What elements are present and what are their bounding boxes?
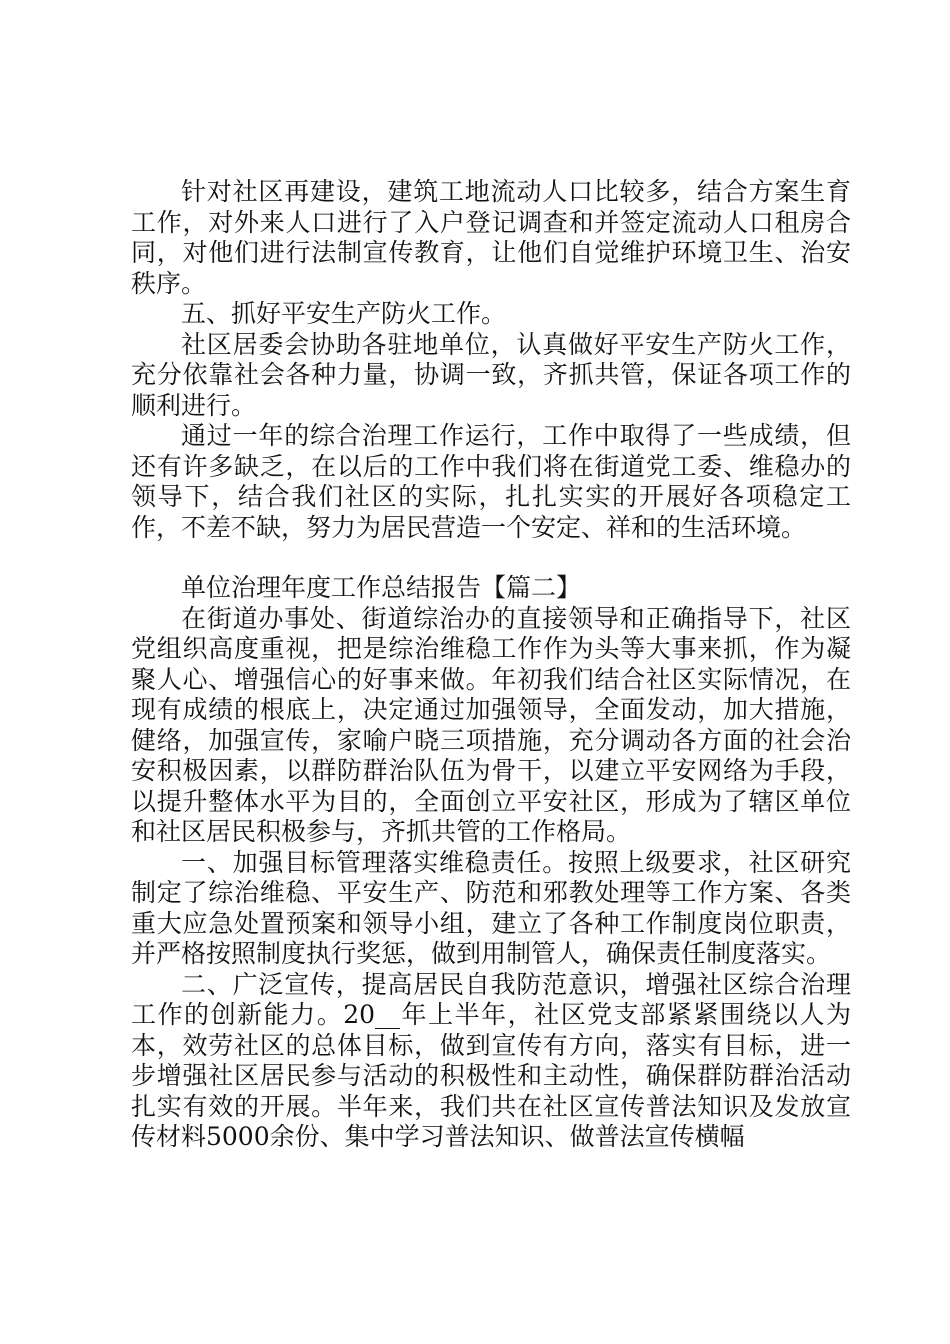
- heading-fire-safety: 五、抓好平安生产防火工作。: [181, 299, 507, 328]
- paragraph-year-summary: 通过一年的综合治理工作运行，工作中取得了一些成绩，但还有许多缺乏，在以后的工作中我们将在街道党工委、维稳办的领导下，结合我们社区的实际，扎扎实实的开展好各项稳定工作，不差不缺，努力为居民营造一个安定、祥和的生活环境。: [131, 421, 851, 542]
- paragraph-population-management: 针对社区再建设，建筑工地流动人口比较多，结合方案生育工作，对外来人口进行了入户登记调查和并签定流动人口租房合同，对他们进行法制宣传教育，让他们自觉维护环境卫生、治安秩序。: [131, 177, 851, 298]
- paragraph-publicity: 二、广泛宣传，提高居民自我防范意识，增强社区综合治理工作的创新能力。20__年上半年，社区党支部紧紧围绕以人为本，效劳社区的总体目标，做到宣传有方向，落实有目标，进一步增强社区居民参与活动的积极性和主动性，确保群防群治活动扎实有效的开展。半年来，我们共在社区宣传普法知识及发放宣传材料5000余份、集中学习普法知识、做普法宣传横幅: [131, 969, 851, 1151]
- paragraph-section-intro: 在街道办事处、街道综治办的直接领导和正确指导下，社区党组织高度重视，把是综治维稳工作作为头等大事来抓，作为凝聚人心、增强信心的好事来做。年初我们结合社区实际情况，在现有成绩的根底上，决定通过加强领导，全面发动，加大措施，健络，加强宣传，家喻户晓三项措施，充分调动各方面的社会治安积极因素，以群防群治队伍为骨干，以建立平安网络为手段，以提升整体水平为目的，全面创立平安社区，形成为了辖区单位和社区居民积极参与，齐抓共管的工作格局。: [131, 603, 851, 846]
- paragraph-target-management: 一、加强目标管理落实维稳责任。按照上级要求，社区研究制定了综治维稳、平安生产、防范和邪教处理等工作方案、各类重大应急处置预案和领导小组，建立了各种工作制度岗位职责，并严格按照制度执行奖惩，做到用制管人，确保责任制度落实。: [131, 847, 851, 968]
- document-page: [131, 177, 851, 1153]
- paragraph-fire-safety: 社区居委会协助各驻地单位，认真做好平安生产防火工作，充分依靠社会各种力量，协调一致，齐抓共管，保证各项工作的顺利进行。: [131, 329, 851, 420]
- section-title: 单位治理年度工作总结报告【篇二】: [181, 573, 582, 602]
